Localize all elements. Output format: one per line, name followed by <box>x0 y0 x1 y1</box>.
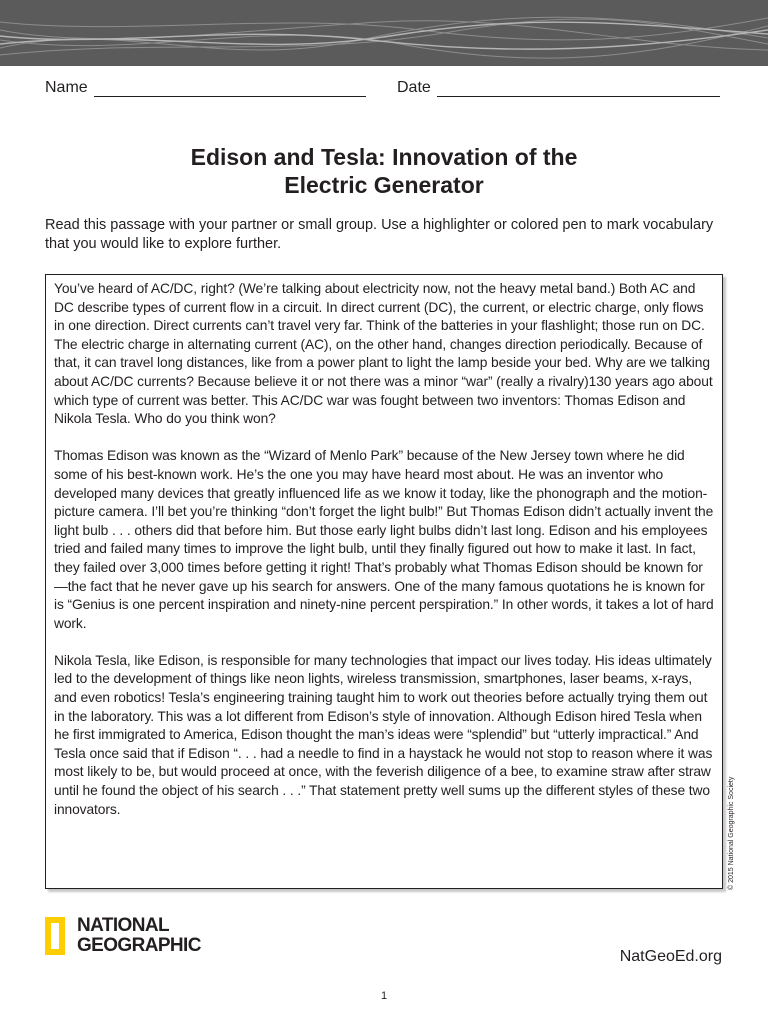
date-underline[interactable] <box>437 78 720 97</box>
national-geographic-logo <box>45 916 201 956</box>
title-line-2: Electric Generator <box>284 172 484 198</box>
logo-line-2: GEOGRAPHIC <box>77 935 201 956</box>
website-link[interactable]: NatGeoEd.org <box>619 948 722 965</box>
date-field[interactable] <box>397 78 720 97</box>
passage-paragraph: Thomas Edison was known as the “Wizard of Menlo Park” because of the New Jersey town where he did some of his best-known work. He’s the one you may have heard most about. He was an inventor who developed many devices that greatly influenced life as we know it today, like the phonograph and the motion-picture camera. I’ll bet you’re thinking “don’t forget the light bulb!” But Thomas Edison didn’t actually invent the light bulb . . . others did that before him. But those early light bulbs didn’t last long. Edison and his employees tried and failed many times to improve the light bulb, until they finally figured out how to make it last. In fact, they failed over 3,000 times before getting it right! That’s probably what Thomas Edison should be known for—the fact that he never gave up his search for answers. One of the many famous quotations he is known for is “Genius is one percent inspiration and ninety-nine percent perspiration.” In other words, it takes a lot of hard work. <box>54 448 714 631</box>
title-line-1: Edison and Tesla: Innovation of the <box>190 144 578 170</box>
page-number: 1 <box>380 990 388 1002</box>
decorative-header-banner <box>0 0 768 66</box>
page-title <box>0 143 768 199</box>
copyright-notice: © 2015 National Geographic Society <box>728 776 735 890</box>
name-underline[interactable] <box>94 78 366 97</box>
name-field[interactable] <box>45 78 366 97</box>
name-label: Name <box>45 79 88 96</box>
yellow-border-icon <box>45 917 65 955</box>
reading-passage-box <box>45 274 723 889</box>
passage-paragraph: You’ve heard of AC/DC, right? (We’re talking about electricity now, not the heavy metal band.) Both AC and DC describe types of current flow in a circuit. In direct current (DC), the current, or electric charge, only flows in one direction. Direct currents can’t travel very far. Think of the batteries in your flashlight; those run on DC. The electric charge in alternating current (AC), on the other hand, changes direction periodically. Because of that, it can travel long distances, like from a power plant to light the lamp beside your bed. Why are we talking about AC/DC currents? Because believe it or not there was a minor “war” (really a rivalry)130 years ago about which type of current was better. This AC/DC war was fought between two inventors: Thomas Edison and Nikola Tesla. Who do you think won? <box>54 281 713 427</box>
instructions-text: Read this passage with your partner or small group. Use a highlighter or colored pen to mark vocabulary that you would like to explore further. <box>45 217 714 252</box>
logo-line-1: NATIONAL <box>77 915 169 936</box>
logo-wordmark <box>77 916 201 956</box>
passage-paragraph: Nikola Tesla, like Edison, is responsible for many technologies that impact our lives today. His ideas ultimately led to the development of things like neon lights, wireless transmission, smartphones, laser beams, x-rays, and even robotics! Tesla’s engineering training taught him to work out theories before actually trying them out in the laboratory. This was a lot different from Edison’s style of innovation. Although Edison hired Tesla when he first immigrated to America, Edison thought the man’s ideas were “splendid” but “utterly impractical.” And Tesla once said that if Edison “. . . had a needle to find in a haystack he would not stop to reason where it was most likely to be, but would proceed at once, with the feverish diligence of a bee, to examine straw after straw until he found the object of his search . . .” That statement pretty well sums up the different styles of these two innovators. <box>54 652 713 817</box>
date-label: Date <box>397 79 431 96</box>
